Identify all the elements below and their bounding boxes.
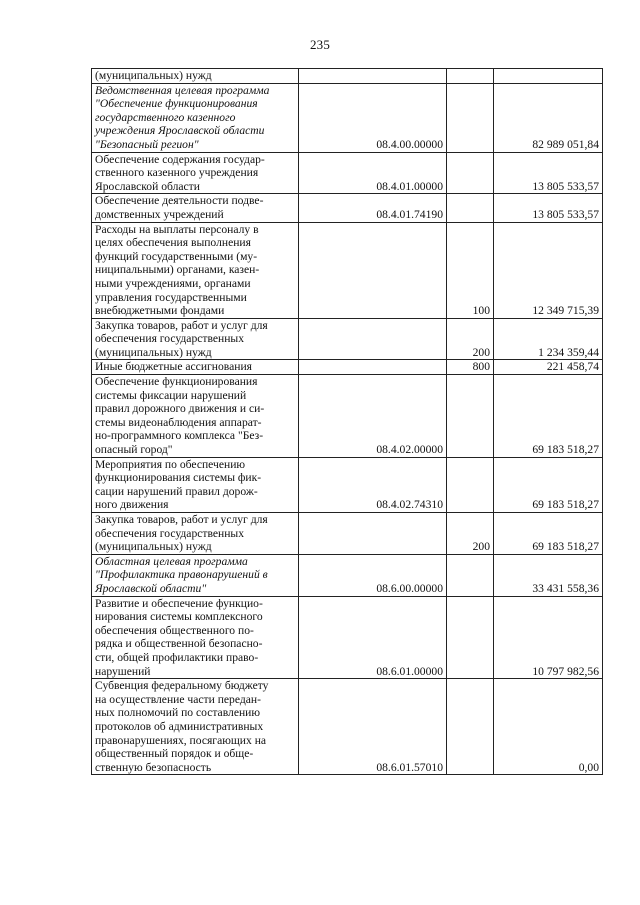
row-amount-cell: 10 797 982,56: [494, 596, 603, 679]
row-name-cell: Ведомственная целевая программа "Обеспечение функционирования государственного казенного учреждения Ярославской области "Безопасный регион": [92, 83, 299, 152]
table-row: [92, 679, 603, 775]
row-name-cell: Иные бюджетные ассигнования: [92, 360, 299, 375]
row-expense-type-cell: 200: [447, 318, 494, 360]
row-amount-cell: 12 349 715,39: [494, 222, 603, 318]
row-code-cell: [299, 513, 447, 555]
row-amount-cell: 1 234 359,44: [494, 318, 603, 360]
table-row: [92, 194, 603, 222]
row-amount-cell: 0,00: [494, 679, 603, 775]
row-expense-type-cell: 800: [447, 360, 494, 375]
budget-table-body: [92, 69, 603, 775]
row-expense-type-cell: [447, 679, 494, 775]
row-expense-type-cell: [447, 152, 494, 194]
table-row: [92, 69, 603, 84]
row-name-cell: Расходы на выплаты персоналу в целях обеспечения выполнения функций государственными (му- ниципальными) органами, казен- ными учреждениями, органами управления государственными внебюджетными фондами: [92, 222, 299, 318]
row-name-cell: Развитие и обеспечение функцио- нирования системы комплексного обеспечения общественного по- рядка и общественной безопасно- сти, общей профилактики право- нарушений: [92, 596, 299, 679]
row-code-cell: [299, 318, 447, 360]
row-code-cell: [299, 360, 447, 375]
table-row: [92, 513, 603, 555]
row-expense-type-cell: [447, 83, 494, 152]
page-number: 235: [309, 37, 331, 52]
row-expense-type-cell: [447, 375, 494, 458]
row-code-cell: 08.4.02.74310: [299, 457, 447, 512]
row-name-cell: (муниципальных) нужд: [92, 69, 299, 84]
table-row: [92, 83, 603, 152]
row-amount-cell: 69 183 518,27: [494, 513, 603, 555]
row-code-cell: 08.4.01.00000: [299, 152, 447, 194]
row-amount-cell: 13 805 533,57: [494, 194, 603, 222]
row-code-cell: 08.4.00.00000: [299, 83, 447, 152]
row-amount-cell: [494, 69, 603, 84]
row-code-cell: 08.4.02.00000: [299, 375, 447, 458]
budget-table: [91, 68, 603, 775]
row-code-cell: 08.6.01.00000: [299, 596, 447, 679]
row-expense-type-cell: 200: [447, 513, 494, 555]
row-expense-type-cell: [447, 596, 494, 679]
row-code-cell: [299, 222, 447, 318]
row-code-cell: 08.4.01.74190: [299, 194, 447, 222]
table-row: [92, 222, 603, 318]
row-code-cell: 08.6.00.00000: [299, 554, 447, 596]
row-amount-cell: 82 989 051,84: [494, 83, 603, 152]
row-expense-type-cell: [447, 554, 494, 596]
row-name-cell: Областная целевая программа "Профилактика правонарушений в Ярославской области": [92, 554, 299, 596]
row-amount-cell: 69 183 518,27: [494, 457, 603, 512]
table-row: [92, 457, 603, 512]
row-amount-cell: 221 458,74: [494, 360, 603, 375]
row-amount-cell: 69 183 518,27: [494, 375, 603, 458]
row-code-cell: [299, 69, 447, 84]
table-row: [92, 375, 603, 458]
row-name-cell: Мероприятия по обеспечению функционирования системы фик- сации нарушений правил дорож- ного движения: [92, 457, 299, 512]
table-row: [92, 360, 603, 375]
row-expense-type-cell: 100: [447, 222, 494, 318]
table-row: [92, 596, 603, 679]
row-code-cell: 08.6.01.57010: [299, 679, 447, 775]
row-name-cell: Обеспечение функционирования системы фиксации нарушений правил дорожного движения и си- стемы видеонаблюдения аппарат- но-программного комплекса "Без- опасный город": [92, 375, 299, 458]
table-row: [92, 554, 603, 596]
row-name-cell: Закупка товаров, работ и услуг для обеспечения государственных (муниципальных) нужд: [92, 513, 299, 555]
table-row: [92, 152, 603, 194]
row-name-cell: Обеспечение содержания государ- ственного казенного учреждения Ярославской области: [92, 152, 299, 194]
row-amount-cell: 13 805 533,57: [494, 152, 603, 194]
row-amount-cell: 33 431 558,36: [494, 554, 603, 596]
row-expense-type-cell: [447, 194, 494, 222]
table-row: [92, 318, 603, 360]
row-name-cell: Субвенция федеральному бюджету на осуществление части передан- ных полномочий по составлению протоколов об административных правонарушениях, посягающих на общественный порядок и обще- ственную безопасность: [92, 679, 299, 775]
row-name-cell: Закупка товаров, работ и услуг для обеспечения государственных (муниципальных) нужд: [92, 318, 299, 360]
row-name-cell: Обеспечение деятельности подве- домственных учреждений: [92, 194, 299, 222]
row-expense-type-cell: [447, 69, 494, 84]
row-expense-type-cell: [447, 457, 494, 512]
